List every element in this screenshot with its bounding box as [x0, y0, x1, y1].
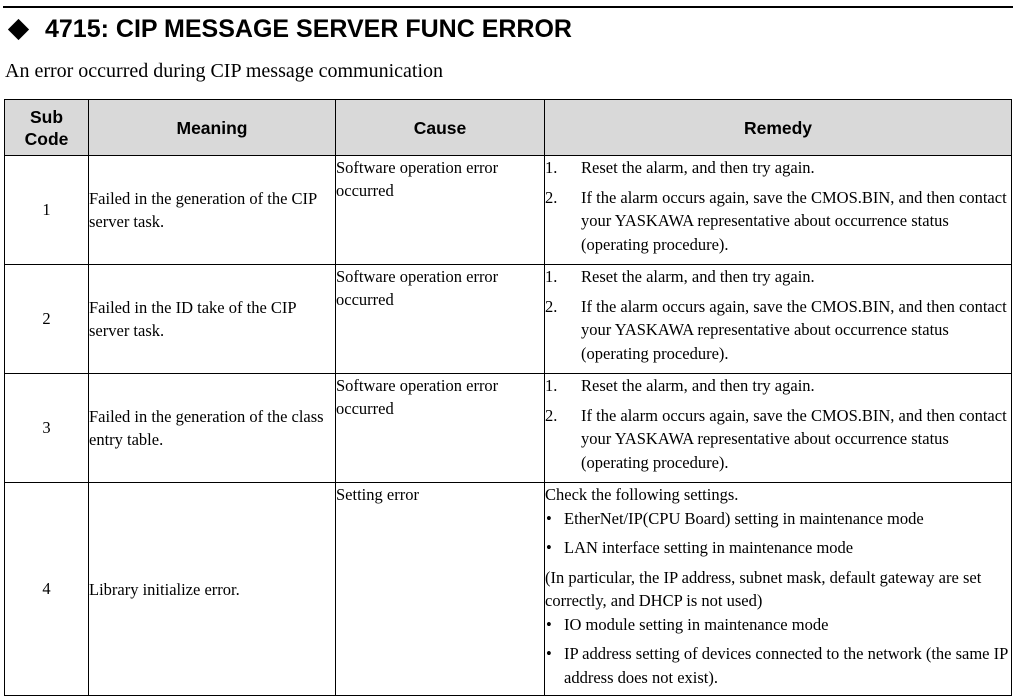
error-table: [4, 99, 1012, 696]
remedy-step-text: Reset the alarm, and then try again.: [581, 158, 815, 177]
header-cause: Cause: [336, 100, 545, 156]
remedy-step-number: 1.: [545, 376, 558, 395]
table-header-row: [5, 100, 1012, 156]
remedy-bullet: [545, 642, 1011, 689]
remedy-cell: [545, 265, 1012, 374]
remedy-step: [545, 374, 1011, 398]
remedy-step: [545, 156, 1011, 180]
meaning-cell: Failed in the generation of the class entry table.: [89, 374, 336, 483]
bullet-icon: •: [546, 508, 552, 528]
remedy-bullet: [545, 507, 1011, 531]
remedy-bullet: [545, 536, 1011, 560]
remedy-step-number: 2.: [545, 187, 558, 207]
diamond-bullet-icon: [8, 18, 29, 39]
meaning-cell: Failed in the ID take of the CIP server task.: [89, 265, 336, 374]
header-sub-code-label: Sub Code: [24, 106, 69, 149]
remedy-note: (In particular, the IP address, subnet mask, default gateway are set correctly, and DHCP is not used): [545, 567, 982, 610]
section-subtitle: An error occurred during CIP message communication: [5, 60, 444, 82]
cause-cell: Setting error: [336, 483, 545, 696]
table-row: [5, 265, 1012, 374]
remedy-step: [545, 186, 1011, 257]
sub-code-cell: 4: [5, 483, 89, 696]
meaning-cell: Failed in the generation of the CIP server task.: [89, 156, 336, 265]
meaning-cell: Library initialize error.: [89, 483, 336, 696]
table-row: [5, 483, 1012, 696]
remedy-bullet-text: IO module setting in maintenance mode: [564, 614, 829, 634]
top-rule: [3, 6, 1013, 8]
remedy-step-text: If the alarm occurs again, save the CMOS.BIN, and then contact your YASKAWA representative about occurrence status (operating procedure).: [581, 405, 1007, 472]
remedy-intro: Check the following settings.: [545, 485, 739, 504]
header-meaning: Meaning: [89, 100, 336, 156]
table-row: [5, 374, 1012, 483]
bullet-icon: •: [546, 538, 552, 557]
remedy-step-text: Reset the alarm, and then try again.: [581, 376, 815, 395]
sub-code-cell: 2: [5, 265, 89, 374]
table-row: [5, 156, 1012, 265]
remedy-cell: [545, 374, 1012, 483]
remedy-step-number: 2.: [545, 405, 558, 425]
cause-cell: Software operation error occurred: [336, 265, 545, 374]
remedy-step-text: If the alarm occurs again, save the CMOS.BIN, and then contact your YASKAWA representative about occurrence status (operating procedure).: [581, 187, 1007, 254]
sub-code-cell: 3: [5, 374, 89, 483]
remedy-bullet: [545, 613, 1011, 637]
remedy-step: [545, 265, 1011, 289]
remedy-step-text: Reset the alarm, and then try again.: [581, 267, 815, 286]
section-heading: [6, 12, 572, 46]
remedy-step: [545, 295, 1011, 366]
remedy-step-number: 1.: [545, 267, 558, 286]
bullet-icon: •: [546, 614, 552, 634]
remedy-step-text: If the alarm occurs again, save the CMOS.BIN, and then contact your YASKAWA representative about occurrence status (operating procedure).: [581, 296, 1007, 363]
bullet-icon: •: [546, 644, 552, 663]
remedy-step: [545, 404, 1011, 475]
remedy-cell: [545, 156, 1012, 265]
cause-cell: Software operation error occurred: [336, 374, 545, 483]
remedy-bullet-text: IP address setting of devices connected to the network (the same IP address does not exist).: [564, 644, 1008, 687]
remedy-step-number: 2.: [545, 296, 558, 316]
sub-code-cell: 1: [5, 156, 89, 265]
remedy-cell: [545, 483, 1012, 696]
remedy-bullet-text: LAN interface setting in maintenance mode: [564, 538, 854, 557]
remedy-bullet-text: EtherNet/IP(CPU Board) setting in maintenance mode: [564, 508, 924, 528]
header-remedy: Remedy: [545, 100, 1012, 156]
remedy-step-number: 1.: [545, 158, 558, 177]
cause-cell: Software operation error occurred: [336, 156, 545, 265]
section-title: 4715: CIP MESSAGE SERVER FUNC ERROR: [45, 14, 572, 43]
header-sub-code: [5, 100, 89, 156]
